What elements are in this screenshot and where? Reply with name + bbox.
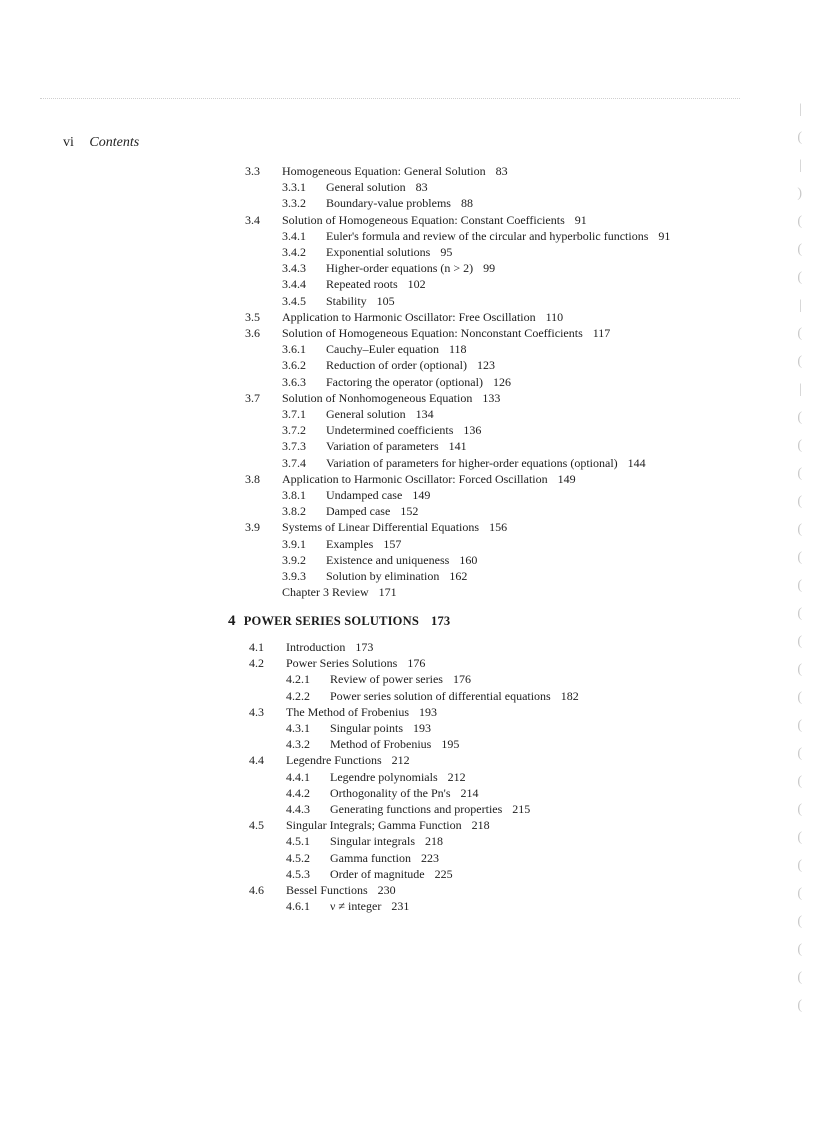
entry-title: Homogeneous Equation: General Solution — [282, 164, 486, 178]
toc-subsection[interactable] — [282, 374, 511, 390]
entry-page: 176 — [407, 656, 426, 671]
entry-number: 3.4.2 — [282, 245, 306, 259]
entry-page: 218 — [471, 818, 490, 833]
entry-page: 212 — [391, 753, 410, 768]
entry-title: Undetermined coefficients — [326, 423, 454, 438]
entry-title: Existence and uniqueness — [326, 552, 450, 567]
toc-subsection[interactable] — [282, 260, 495, 276]
entry-title: Reduction of order (optional) — [326, 358, 467, 373]
toc-subsection[interactable] — [282, 568, 467, 584]
entry-page: 83 — [415, 180, 428, 195]
entry-title: Solution of Homogeneous Equation: Constant Coefficients — [282, 212, 565, 227]
entry-title: Generating functions and properties — [330, 802, 503, 816]
entry-page: 152 — [400, 504, 419, 519]
toc-subsection[interactable] — [286, 898, 409, 914]
entry-title: Factoring the operator (optional) — [326, 374, 483, 389]
toc-subsection[interactable] — [282, 357, 495, 373]
entry-number: 3.7.3 — [282, 439, 306, 454]
chapter-number: 4 — [228, 613, 236, 629]
entry-page: 156 — [489, 520, 508, 535]
entry-page: 144 — [627, 455, 646, 470]
entry-number: 3.6 — [245, 326, 260, 340]
entry-number: 4.4.2 — [286, 785, 310, 800]
chapter-page: 173 — [431, 614, 451, 628]
entry-number: 4.2.2 — [286, 688, 310, 703]
toc-subsection[interactable] — [282, 341, 467, 357]
entry-title: Undamped case — [326, 488, 403, 502]
entry-page: 91 — [574, 212, 587, 227]
toc-subsection[interactable] — [282, 487, 430, 503]
entry-page: 141 — [448, 439, 467, 454]
entry-title: Boundary-value problems — [326, 196, 451, 211]
entry-title: Orthogonality of the Pn's — [330, 785, 451, 800]
running-head — [63, 135, 139, 151]
entry-number: 4.5.1 — [286, 834, 310, 849]
entry-page: 110 — [545, 309, 564, 324]
entry-number: 3.8.2 — [282, 504, 306, 519]
entry-page: 231 — [391, 899, 410, 914]
entry-title: Systems of Linear Differential Equations — [282, 520, 480, 535]
toc-subsection[interactable] — [282, 503, 418, 519]
entry-number: 3.9 — [245, 520, 260, 535]
entry-title: Singular points — [330, 721, 404, 735]
toc-subsection[interactable] — [282, 455, 646, 471]
entry-number: 3.4.5 — [282, 293, 306, 308]
entry-title: Order of magnitude — [330, 866, 425, 881]
entry-title: General solution — [326, 407, 406, 421]
entry-number: 4.3.1 — [286, 721, 310, 735]
entry-title: Application to Harmonic Oscillator: Free Oscillation — [282, 309, 536, 324]
entry-page: 83 — [495, 164, 508, 178]
entry-number: 4.6 — [249, 883, 264, 897]
entry-number: 3.4.1 — [282, 228, 306, 243]
entry-number: 4.2 — [249, 656, 264, 671]
entry-title: Singular integrals — [330, 834, 415, 849]
entry-number: 4.3 — [249, 704, 264, 719]
entry-number: 3.7.2 — [282, 423, 306, 438]
entry-number: 3.4.4 — [282, 277, 306, 292]
entry-number: 3.9.1 — [282, 536, 306, 551]
entry-number: 4.4.3 — [286, 802, 310, 816]
chapter-title: POWER SERIES SOLUTIONS — [243, 614, 419, 628]
entry-title: Stability — [326, 293, 367, 308]
entry-page: 134 — [415, 407, 434, 421]
entry-page: 195 — [441, 737, 460, 752]
toc-subsection[interactable] — [282, 438, 467, 454]
entry-page: 230 — [377, 883, 396, 897]
entry-number: 4.4.1 — [286, 769, 310, 784]
entry-page: 99 — [483, 261, 496, 276]
toc-subsection[interactable] — [286, 785, 479, 801]
toc-subsection[interactable] — [282, 422, 481, 438]
entry-number: 3.3.2 — [282, 196, 306, 211]
entry-title: Euler's formula and review of the circular and hyperbolic functions — [326, 228, 649, 243]
entry-title: Legendre Functions — [286, 753, 382, 768]
toc-subsection[interactable] — [282, 228, 670, 244]
entry-number: 3.8.1 — [282, 488, 306, 502]
toc-subsection[interactable] — [286, 671, 471, 687]
toc-subsection[interactable] — [282, 293, 395, 309]
toc-section[interactable] — [249, 817, 490, 833]
toc-section[interactable] — [245, 471, 576, 487]
entry-page: 215 — [512, 802, 531, 816]
entry-page: 171 — [378, 585, 397, 600]
entry-page: 123 — [476, 358, 495, 373]
entry-title: Cauchy–Euler equation — [326, 342, 439, 357]
entry-title: Damped case — [326, 504, 391, 519]
toc-section[interactable] — [245, 163, 508, 179]
entry-page: 182 — [560, 688, 579, 703]
entry-number: 3.6.2 — [282, 358, 306, 373]
toc-subsection[interactable] — [282, 244, 452, 260]
entry-page: 149 — [557, 471, 576, 486]
toc-subsection[interactable] — [286, 736, 459, 752]
entry-page: 118 — [448, 342, 467, 357]
entry-page: 176 — [452, 672, 471, 687]
entry-number: 4.1 — [249, 640, 264, 654]
entry-title: Gamma function — [330, 850, 411, 865]
entry-page: 88 — [460, 196, 473, 211]
toc-subsection[interactable] — [286, 833, 443, 849]
toc-section[interactable] — [249, 752, 410, 768]
entry-page: 117 — [592, 326, 611, 340]
entry-title: General solution — [326, 180, 406, 195]
entry-title: Variation of parameters for higher-order equations (optional) — [326, 455, 618, 470]
entry-page: 225 — [434, 866, 453, 881]
running-head-title: Contents — [89, 135, 140, 150]
entry-title: Examples — [326, 536, 374, 551]
toc-subsection[interactable] — [282, 195, 473, 211]
entry-page: 162 — [449, 569, 468, 583]
entry-page: 102 — [407, 277, 426, 292]
entry-title: Method of Frobenius — [330, 737, 432, 752]
entry-number: 3.7.4 — [282, 455, 306, 470]
entry-number: 3.3 — [245, 164, 260, 178]
entry-number: 4.6.1 — [286, 899, 310, 914]
toc-subsection[interactable] — [282, 552, 477, 568]
entry-title: Solution by elimination — [326, 569, 440, 583]
entry-title: Power series solution of differential equations — [330, 688, 551, 703]
entry-title: Chapter 3 Review — [282, 585, 369, 600]
toc-section[interactable] — [249, 704, 437, 720]
toc-subsection[interactable] — [286, 866, 453, 882]
entry-title: Power Series Solutions — [286, 656, 398, 671]
toc-section[interactable] — [249, 882, 396, 898]
entry-number: 4.3.2 — [286, 737, 310, 752]
entry-number: 4.5.2 — [286, 850, 310, 865]
entry-page: 173 — [355, 640, 374, 654]
entry-title: Solution of Homogeneous Equation: Nonconstant Coefficients — [282, 326, 583, 340]
entry-number: 3.5 — [245, 309, 260, 324]
entry-number: 3.7.1 — [282, 407, 306, 421]
entry-number: 3.8 — [245, 471, 260, 486]
entry-title: Legendre polynomials — [330, 769, 438, 784]
entry-title: Review of power series — [330, 672, 443, 687]
toc-subsection[interactable] — [286, 769, 466, 785]
entry-page: 212 — [447, 769, 466, 784]
entry-title: Bessel Functions — [286, 883, 368, 897]
toc-subsection[interactable] — [286, 720, 431, 736]
toc-section[interactable] — [249, 639, 373, 655]
entry-title: Introduction — [286, 640, 346, 654]
toc-subsection[interactable] — [282, 179, 428, 195]
toc-section[interactable] — [245, 212, 587, 228]
entry-title: Application to Harmonic Oscillator: Forced Oscillation — [282, 471, 548, 486]
toc-subsection[interactable] — [282, 276, 426, 292]
toc-section[interactable] — [245, 390, 500, 406]
entry-number: 3.3.1 — [282, 180, 306, 195]
entry-page: 136 — [463, 423, 482, 438]
toc-subsection[interactable] — [286, 688, 579, 704]
entry-page: 91 — [658, 228, 671, 243]
toc-section[interactable] — [245, 519, 507, 535]
toc-subsection[interactable] — [286, 801, 530, 817]
chapter-heading[interactable] — [228, 613, 450, 630]
entry-number: 3.9.3 — [282, 569, 306, 583]
toc-section[interactable] — [249, 655, 425, 671]
entry-page: 149 — [412, 488, 431, 502]
entry-page: 95 — [440, 245, 453, 259]
entry-number: 3.9.2 — [282, 552, 306, 567]
entry-title: The Method of Frobenius — [286, 704, 409, 719]
entry-number: 4.2.1 — [286, 672, 310, 687]
entry-page: 160 — [459, 552, 478, 567]
toc-subsection[interactable] — [282, 406, 434, 422]
scan-noise — [40, 98, 740, 99]
entry-number: 3.7 — [245, 390, 260, 405]
entry-number: 3.6.3 — [282, 374, 306, 389]
entry-page: 157 — [383, 536, 402, 551]
entry-page: 193 — [418, 704, 437, 719]
entry-page: 193 — [413, 721, 432, 735]
entry-page: 223 — [420, 850, 439, 865]
entry-page: 214 — [460, 785, 479, 800]
entry-number: 3.4.3 — [282, 261, 306, 276]
entry-page: 218 — [424, 834, 443, 849]
entry-page: 133 — [482, 390, 501, 405]
entry-page: 105 — [376, 293, 395, 308]
entry-number: 3.6.1 — [282, 342, 306, 357]
page-folio: vi — [63, 135, 74, 150]
entry-title: Exponential solutions — [326, 245, 431, 259]
scan-margin-marks: | ( | ) ( ( ( | ( ( | ( ( ( ( ( ( ( ( ( ( ( ( ( ( ( ( ( ( ( ( ( ( — [797, 102, 802, 1013]
toc-section[interactable] — [245, 325, 610, 341]
entry-number: 4.4 — [249, 753, 264, 768]
toc-section[interactable] — [282, 584, 397, 600]
entry-title: Singular Integrals; Gamma Function — [286, 818, 462, 833]
entry-title: Variation of parameters — [326, 439, 439, 454]
toc-subsection[interactable] — [286, 850, 439, 866]
entry-number: 4.5 — [249, 818, 264, 833]
toc-subsection[interactable] — [282, 536, 401, 552]
entry-page: 126 — [492, 374, 511, 389]
entry-title: Solution of Nonhomogeneous Equation — [282, 390, 473, 405]
entry-title: ν ≠ integer — [330, 899, 382, 914]
entry-title: Higher-order equations (n > 2) — [326, 261, 474, 276]
entry-number: 4.5.3 — [286, 866, 310, 881]
toc-section[interactable] — [245, 309, 563, 325]
entry-title: Repeated roots — [326, 277, 398, 292]
entry-number: 3.4 — [245, 212, 260, 227]
